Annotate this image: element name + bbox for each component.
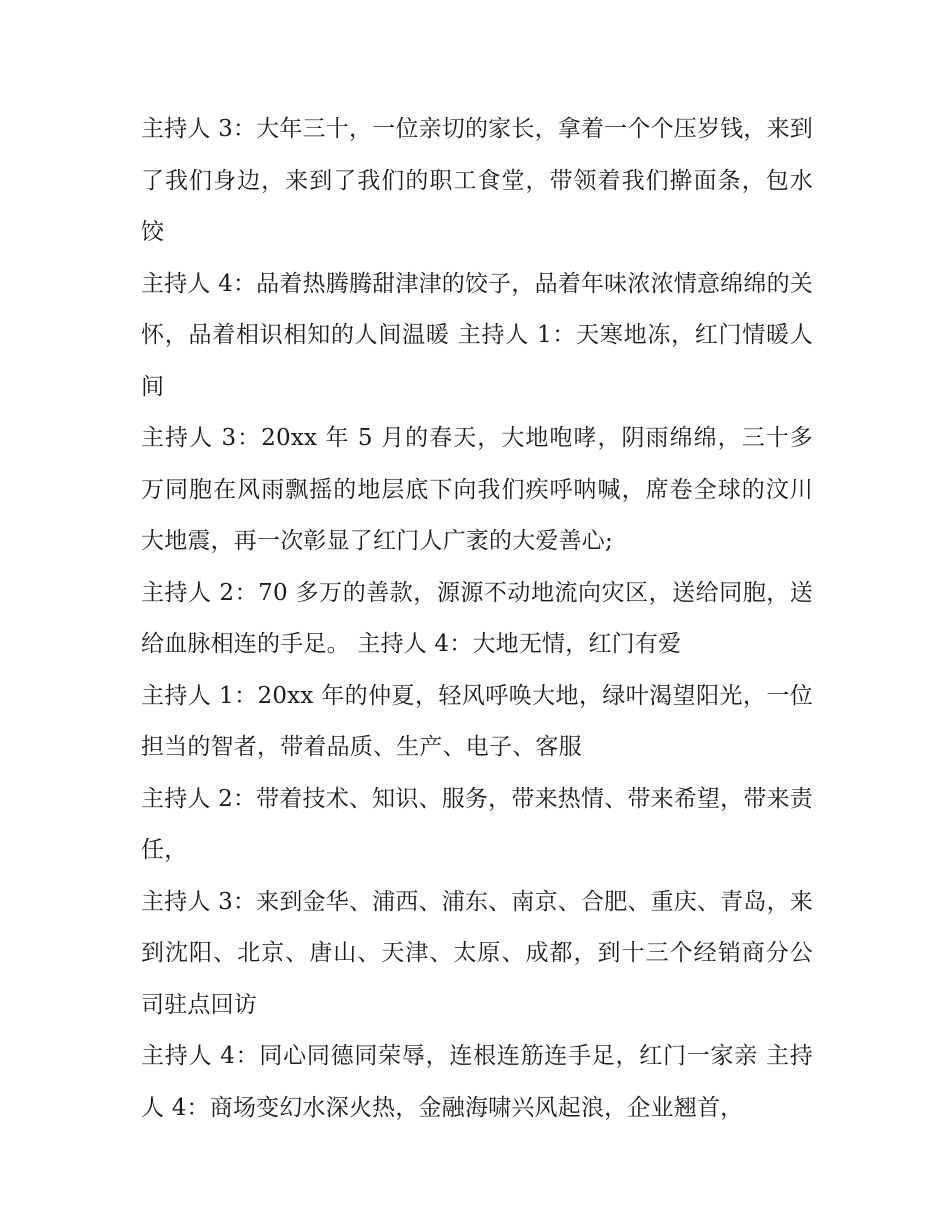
paragraph: 主持人 3：来到金华、浦西、浦东、南京、合肥、重庆、青岛，来到沈阳、北京、唐山、天津、太原、成都，到十三个经销商分公司驻点回访 bbox=[141, 888, 813, 1018]
paragraph: 主持人 3：20xx 年 5 月的春天，大地咆哮，阴雨绵绵，三十多万同胞在风雨飘摇的地层底下向我们疾呼呐喊，席卷全球的汶川大地震，再一次彰显了红门人广袤的大爱善心; bbox=[141, 425, 813, 554]
paragraph: 主持人 1：20xx 年的仲夏，轻风呼唤大地，绿叶渴望阳光，一位担当的智者，带着品质、生产、电子、客服 bbox=[141, 682, 813, 760]
paragraph: 主持人 4：品着热腾腾甜津津的饺子，品着年味浓浓情意绵绵的关怀，品着相识相知的人间温暖 主持人 1：天寒地冻，红门情暖人间 bbox=[141, 270, 813, 400]
paragraph: 主持人 2：70 多万的善款，源源不动地流向灾区，送给同胞，送给血脉相连的手足。 主持人 4：大地无情，红门有爱 bbox=[141, 579, 813, 657]
paragraph: 主持人 3：大年三十，一位亲切的家长，拿着一个个压岁钱，来到了我们身边，来到了我们的职工食堂，带领着我们擀面条，包水饺 bbox=[141, 116, 813, 245]
body-text bbox=[141, 104, 813, 1134]
paragraph: 主持人 4：同心同德同荣辱，连根连筋连手足，红门一家亲 主持人 4：商场变幻水深火热，金融海啸兴风起浪，企业翘首， bbox=[141, 1043, 813, 1121]
paragraph: 主持人 2：带着技术、知识、服务，带来热情、带来希望，带来责任， bbox=[141, 785, 813, 863]
